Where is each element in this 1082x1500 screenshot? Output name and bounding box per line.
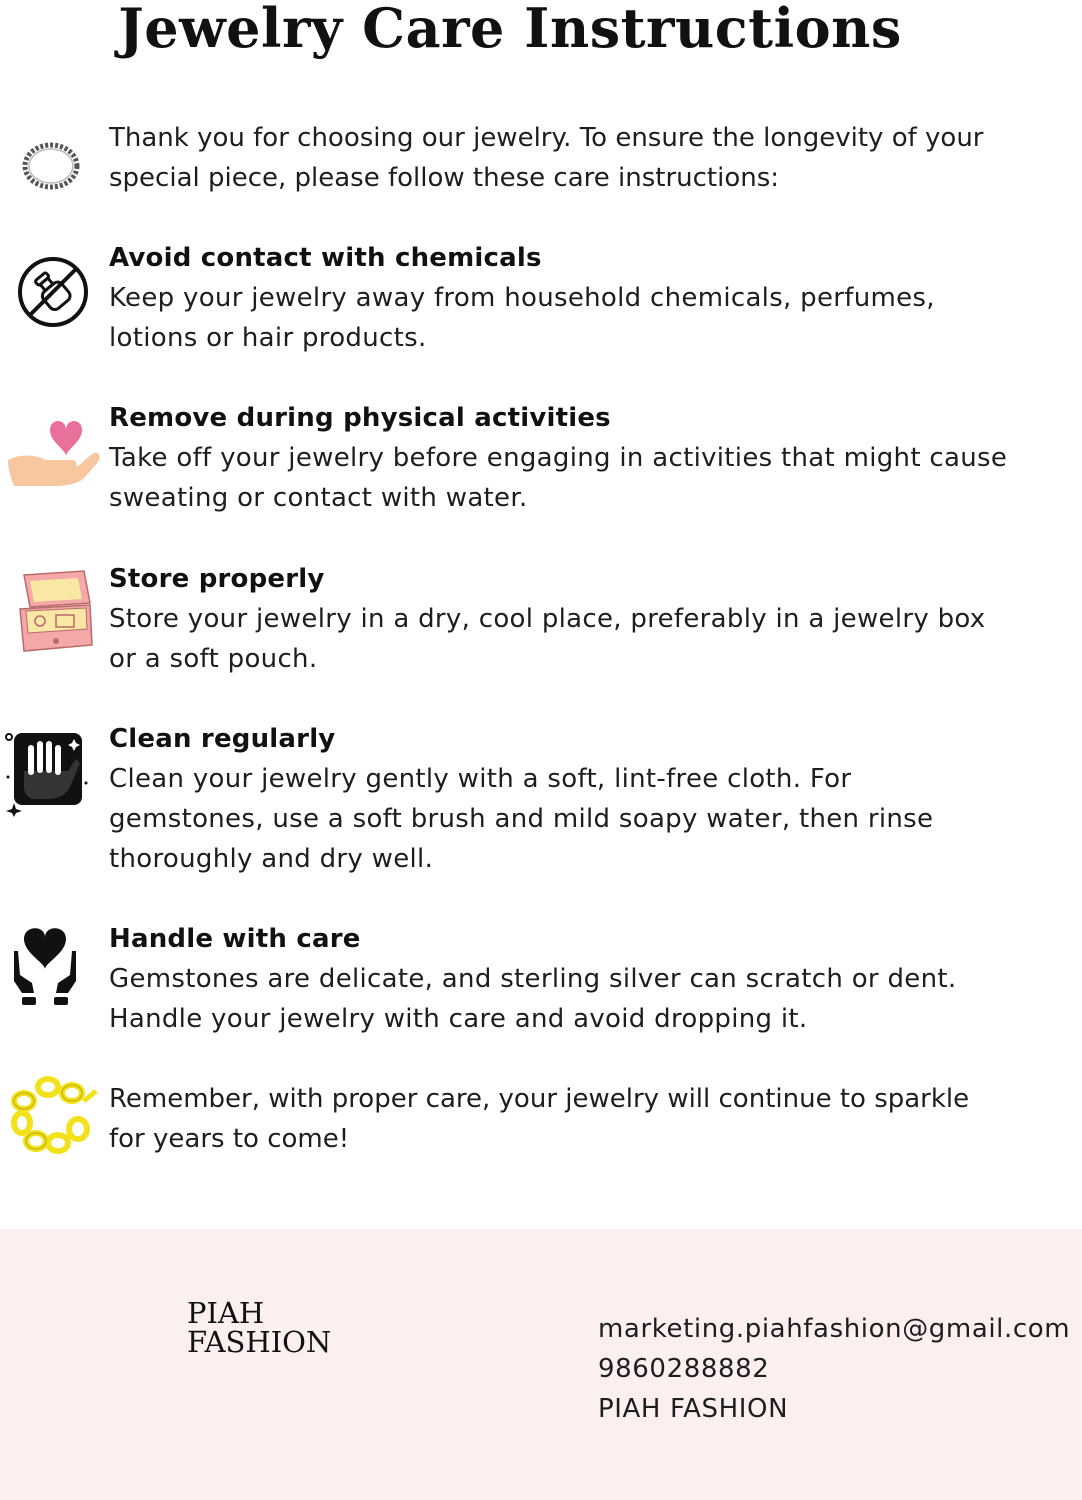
jewelry-box-icon [14,567,96,657]
contact-info [598,1309,1070,1429]
section-heading: Clean regularly [109,724,336,754]
section-heading: Remove during physical activities [109,403,611,433]
closing-text: Remember, with proper care, your jewelry will continue to sparkle for years to come! [109,1084,970,1154]
intro-text: Thank you for choosing our jewelry. To ensure the longevity of your special piece, please follow these care instructions: [109,123,984,193]
brand-logo [187,1296,332,1359]
section-body: Store your jewelry in a dry, cool place, preferably in a jewelry box or a soft pouch. [109,604,986,674]
brand-line: PIAH [187,1296,265,1330]
page-title: Jewelry Care Instructions [118,0,902,60]
hands-heart-icon [8,923,82,1009]
section-body: Clean your jewelry gently with a soft, lint-free cloth. For gemstones, use a soft brush and mild soapy water, then rinse thoroughly and dry well. [109,764,934,874]
hand-heart-icon [6,410,102,502]
footer [0,1229,1082,1500]
clean-hand-icon [4,725,92,817]
section-heading: Avoid contact with chemicals [109,243,542,273]
section-heading: Store properly [109,564,325,594]
no-perfume-icon [8,248,100,340]
section-heading: Handle with care [109,924,361,954]
gold-chain-icon [6,1071,98,1163]
contact-phone[interactable]: 9860288882 [598,1354,770,1384]
section-body: Keep your jewelry away from household chemicals, perfumes, lotions or hair products. [109,283,935,353]
contact-company: PIAH FASHION [598,1394,789,1424]
contact-email[interactable]: marketing.piahfashion@gmail.com [598,1314,1071,1344]
section-body: Take off your jewelry before engaging in activities that might cause sweating or contact with water. [109,443,1008,513]
ring-icon [8,122,100,206]
section-body: Gemstones are delicate, and sterling silver can scratch or dent. Handle your jewelry with care and avoid dropping it. [109,964,957,1034]
brand-line: FASHION [187,1325,332,1359]
